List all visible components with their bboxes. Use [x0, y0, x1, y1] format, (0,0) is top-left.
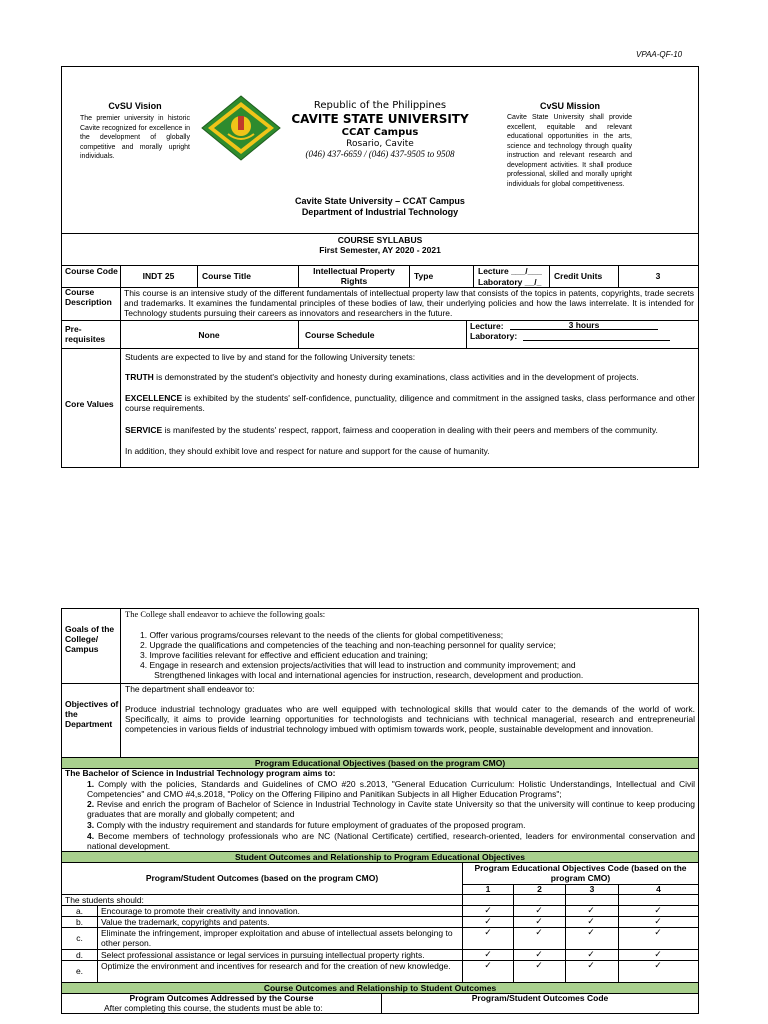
- check-mark: ✓: [654, 949, 662, 959]
- so-lead: The students should:: [65, 895, 144, 905]
- divider: [120, 265, 121, 467]
- lecture-type: Lecture ___/___: [478, 266, 542, 276]
- so-row-text: Encourage to promote their creativity and innovation.: [101, 906, 300, 916]
- mission-title: CvSU Mission: [539, 101, 600, 111]
- course-code-label: Course Code: [65, 266, 118, 276]
- laboratory-type: Laboratory __/_: [478, 277, 542, 287]
- code-header-3: 3: [589, 884, 595, 894]
- check-mark: ✓: [535, 905, 543, 915]
- syllabus-title: COURSE SYLLABUS: [337, 235, 423, 245]
- campus-phone: (046) 437-6659 / (046) 437-9505 to 9508: [305, 149, 455, 159]
- syllabus-semester: First Semester, AY 2020 - 2021: [319, 245, 441, 255]
- core-values-label: Core Values: [65, 399, 114, 409]
- check-mark: ✓: [484, 960, 492, 970]
- check-mark: ✓: [654, 960, 662, 970]
- check-mark: ✓: [587, 960, 595, 970]
- peo-lead: The Bachelor of Science in Industrial Technology program aims to:: [65, 768, 336, 778]
- check-mark: ✓: [535, 927, 543, 937]
- core-value-service: [125, 425, 695, 435]
- peo-text: Comply with the policies, Standards and Guidelines of CMO #20 s.2013, "General Education Curriculum: Holistic Understandings, Intellectual and Civil Competencies" and CMO #4,s.2018, "Policy on the Offering Filipino and Panitikan Subjects in all Higher Education Programs";: [87, 779, 695, 799]
- laboratory-underline: [523, 340, 670, 341]
- truth-text: is demonstrated by the student's objectivity and honesty during examinations, class activities and in the development of projects.: [153, 372, 639, 382]
- university-name: CAVITE STATE UNIVERSITY: [291, 112, 469, 126]
- course-description-text: This course is an intensive study of the different fundamentals of intellectual property law that consists of the topics in patents, copyrights, trade secrets and trademarks. It examines the fundamental principles of these bodies of law, their underlying policies and how the laws interrelate. It is intended for Technology students pursuing their careers as innovators and researchers in the future.: [124, 288, 694, 318]
- divider: [62, 348, 698, 349]
- core-values-closing: In addition, they should exhibit love and respect for nature and support for the cause of humanity.: [125, 446, 490, 456]
- excellence-text: is exhibited by the students' self-confidence, punctuality, diligence and commitment in the assigned tasks, class performance and other course requirements.: [125, 393, 695, 413]
- check-mark: ✓: [587, 949, 595, 959]
- campus-name: CCAT Campus: [341, 127, 419, 138]
- co-lead: After completing this course, the students must be able to:: [104, 1003, 323, 1013]
- vision-title: CvSU Vision: [108, 101, 162, 111]
- mission-text: Cavite State University shall provide excellent, equitable and relevant educational opportunities in the arts, science and technology through quality instruction and relevant research and development activities. It shall produce professional, skilled and morally upright individuals for global competitiveness.: [507, 114, 632, 188]
- goal-item: 1. Offer various programs/courses relevant to the needs of the clients for global competitiveness;: [140, 630, 504, 640]
- divider: [513, 884, 514, 982]
- goals-list: [140, 630, 700, 680]
- peo-band: Program Educational Objectives (based on the program CMO): [62, 758, 698, 768]
- so-row-text: Eliminate the infringement, improper exploitation and abuse of intellectual assets belonging to other person.: [101, 928, 453, 948]
- course-code-value: INDT 25: [142, 271, 175, 281]
- core-values-intro: Students are expected to live by and stand for the following University tenets:: [125, 352, 416, 362]
- so-row-text: Value the trademark, copyrights and patents.: [101, 917, 270, 927]
- peo-text: Become members of technology professionals who are NC (National Certificate) certified, research-oriented, leaders for environmental conservation and national development.: [87, 831, 695, 851]
- co-col-left: Program Outcomes Addressed by the Course: [129, 993, 314, 1003]
- check-mark: ✓: [484, 927, 492, 937]
- peo-item-2: [87, 799, 695, 819]
- check-mark: ✓: [484, 905, 492, 915]
- department-name: Department of Industrial Technology: [301, 207, 459, 217]
- so-band: Student Outcomes and Relationship to Program Educational Objectives: [62, 852, 698, 862]
- so-col-codes: Program Educational Objectives Code (based on the program CMO): [474, 863, 687, 883]
- university-logo: [200, 94, 282, 162]
- so-row-text: Select professional assistance or legal services in pursuing intellectual property rights.: [101, 950, 425, 960]
- peo-num: 1.: [87, 779, 95, 789]
- divider: [618, 884, 619, 982]
- co-col-right: Program/Student Outcomes Code: [471, 993, 609, 1003]
- peo-num: 2.: [87, 799, 95, 809]
- peo-num: 3.: [87, 820, 95, 830]
- goals-intro: The College shall endeavor to achieve the following goals:: [125, 609, 326, 619]
- laboratory-label: Laboratory:: [470, 331, 518, 341]
- check-mark: ✓: [587, 927, 595, 937]
- campus-location: Rosario, Cavite: [346, 139, 414, 149]
- lecture-hours: 3 hours: [568, 320, 600, 330]
- document-code: VPAA-QF-10: [636, 50, 683, 59]
- peo-text: Comply with the industry requirement and standards for future employment of graduates of the proposed program.: [94, 820, 526, 830]
- credit-units-label: Credit Units: [554, 271, 603, 281]
- core-value-truth: [125, 372, 695, 382]
- objectives-text: Produce industrial technology graduates who are well equipped with technological skills that would cater to the demands of the world of work. Specifically, it aims to provide learning opportunities for technologists and technicians with technical managerial, research and entrepreneurial competencies in various fields of industrial technology imbued with optimism towards work, people, sustainable development and innovation.: [125, 704, 695, 734]
- code-header-1: 1: [485, 884, 491, 894]
- check-mark: ✓: [654, 905, 662, 915]
- so-row-letter: d.: [75, 950, 84, 960]
- divider: [298, 265, 299, 287]
- credit-units-value: 3: [655, 271, 661, 281]
- core-value-excellence: [125, 393, 695, 413]
- code-header-2: 2: [537, 884, 542, 894]
- objectives-intro: The department shall endeavor to:: [125, 684, 255, 694]
- prerequisites-value: None: [198, 330, 220, 340]
- goal-item: 3. Improve facilities relevant for effective and efficient education and training;: [140, 650, 428, 660]
- course-title-label: Course Title: [202, 271, 251, 281]
- goals-label: Goals of the College/ Campus: [65, 624, 115, 654]
- course-schedule-label: Course Schedule: [305, 330, 375, 340]
- peo-item-3: [87, 820, 695, 830]
- check-mark: ✓: [654, 927, 662, 937]
- goal-item: 2. Upgrade the qualifications and competencies of the teaching and non-teaching personnel for quality service;: [140, 640, 556, 650]
- divider: [466, 320, 467, 348]
- goal-item: 4. Engage in research and extension projects/activities that will lead to instruction and community improvement; and: [140, 660, 576, 670]
- check-mark: ✓: [484, 916, 492, 926]
- divider: [62, 233, 698, 234]
- check-mark: ✓: [484, 949, 492, 959]
- prerequisites-label: Pre-requisites: [65, 324, 106, 344]
- course-title-value: Intellectual Property Rights: [313, 266, 395, 286]
- course-description-label: Course Description: [65, 287, 112, 307]
- check-mark: ✓: [535, 960, 543, 970]
- co-band: Course Outcomes and Relationship to Student Outcomes: [62, 983, 698, 993]
- truth-word: TRUTH: [125, 372, 154, 382]
- service-text: is manifested by the students' respect, rapport, fairness and cooperation in dealing with their peers and members of the community.: [162, 425, 658, 435]
- so-row-text: Optimize the environment and incentives for research and for the creation of new knowledge.: [101, 961, 451, 971]
- type-label: Type: [414, 271, 434, 281]
- check-mark: ✓: [654, 916, 662, 926]
- divider: [197, 265, 198, 287]
- divider: [298, 320, 299, 348]
- check-mark: ✓: [587, 916, 595, 926]
- check-mark: ✓: [587, 905, 595, 915]
- divider: [565, 884, 566, 982]
- code-header-4: 4: [656, 884, 661, 894]
- goal-item: Strengthened linkages with local and international agencies for instruction, research, development and production.: [140, 670, 584, 680]
- divider: [473, 265, 474, 287]
- service-word: SERVICE: [125, 425, 163, 435]
- republic-label: Republic of the Philippines: [313, 100, 447, 111]
- so-row-letter: e.: [75, 966, 84, 976]
- so-row-letter: c.: [76, 933, 83, 943]
- so-col-outcomes: Program/Student Outcomes (based on the program CMO): [145, 873, 379, 883]
- peo-item-1: [87, 779, 695, 799]
- campus-full-name: Cavite State University – CCAT Campus: [295, 196, 465, 206]
- peo-num: 4.: [87, 831, 95, 841]
- objectives-label: Objectives of the Department: [65, 699, 119, 729]
- peo-item-4: [87, 831, 695, 851]
- excellence-word: EXCELLENCE: [125, 393, 183, 403]
- peo-text: Revise and enrich the program of Bachelor of Science in Industrial Technology in Cavite state University so that the university will continue to keep producing graduates that are morally and globally competent; and: [87, 799, 695, 819]
- check-mark: ✓: [535, 949, 543, 959]
- check-mark: ✓: [535, 916, 543, 926]
- so-row-letter: b.: [75, 917, 84, 927]
- vision-text: The premier university in historic Cavite recognized for excellence in the development of globally competitive and morally upright individuals.: [80, 115, 190, 160]
- so-row-letter: a.: [75, 906, 84, 916]
- divider: [409, 265, 410, 287]
- lecture-label: Lecture:: [470, 321, 504, 331]
